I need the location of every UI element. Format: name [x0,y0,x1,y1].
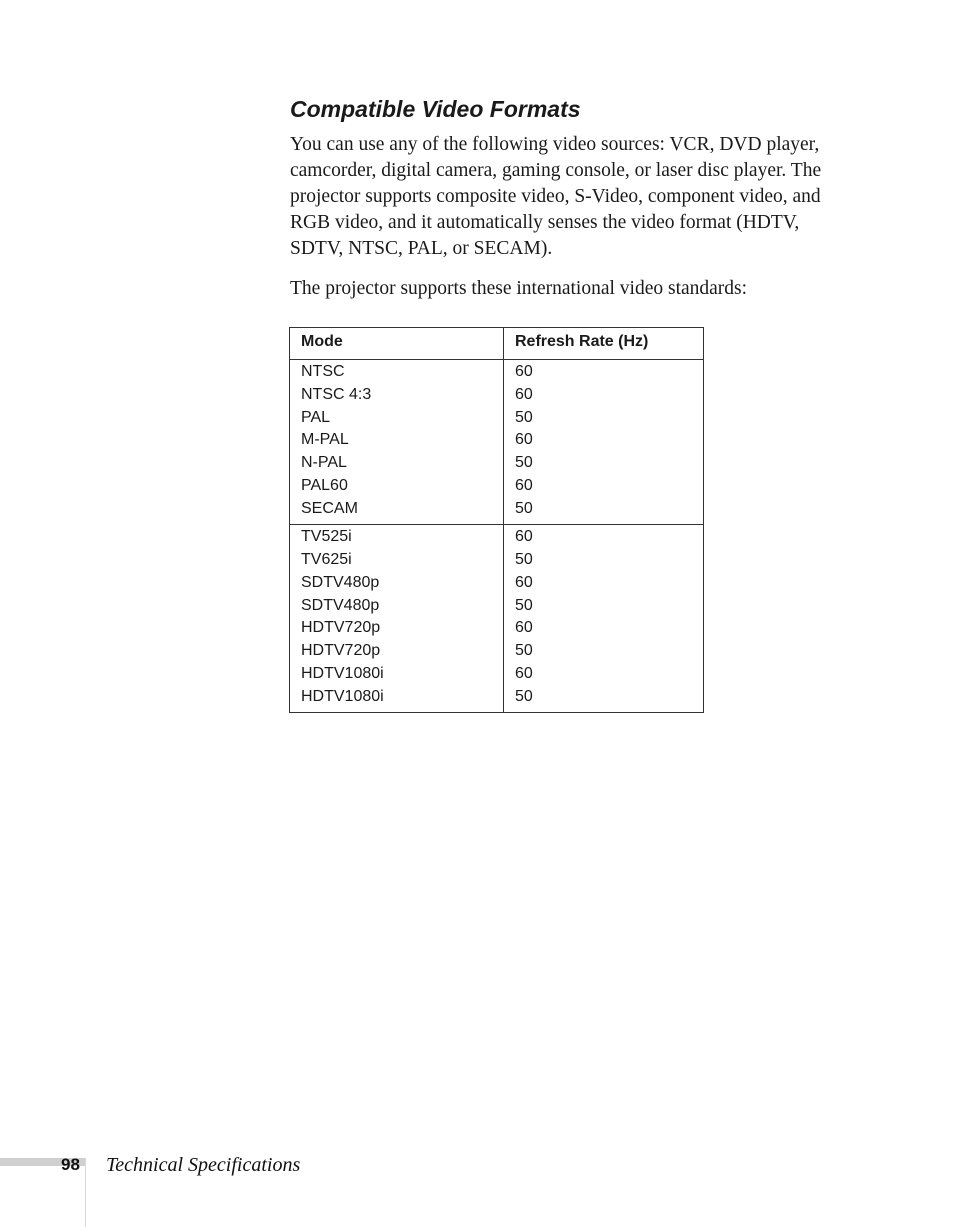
refresh-rate-value: 60 [515,664,533,682]
refresh-rate-value: 60 [515,619,533,637]
mode-value: PAL [301,408,331,426]
refresh-rate-value: 50 [515,642,533,659]
refresh-rate-cell [504,525,704,713]
refresh-rate-cell [504,360,704,525]
refresh-rate-value: 50 [515,408,533,426]
mode-value: TV625i [301,551,352,568]
mode-value: HDTV1080i [301,664,384,682]
section-heading: Compatible Video Formats [290,96,581,122]
mode-value: HDTV1080i [301,687,384,705]
standards-intro-paragraph: The projector supports these international video standards: [290,278,748,299]
refresh-rate-value: 60 [515,528,533,546]
refresh-rate-value: 60 [515,431,533,449]
refresh-rate-value: 60 [515,573,533,591]
mode-value: NTSC [301,363,345,380]
refresh-rate-value: 60 [515,385,533,403]
mode-column-header: Mode [290,328,504,360]
mode-value: SECAM [301,499,358,517]
mode-value: SDTV480p [301,596,380,614]
mode-cell [290,360,504,525]
table-row-group-digital [290,525,704,713]
table-row-group-composite [290,360,704,525]
mode-value: HDTV720p [301,642,381,659]
mode-value: N-PAL [301,454,347,471]
mode-value: NTSC 4:3 [301,385,372,403]
mode-value: SDTV480p [301,573,380,591]
mode-value: M-PAL [301,431,349,449]
refresh-rate-value: 60 [515,476,533,494]
mode-value: HDTV720p [301,619,381,637]
page-number: 98 [61,1155,80,1174]
mode-value: PAL60 [301,476,348,494]
refresh-rate-value: 50 [515,551,533,568]
refresh-rate-column-header: Refresh Rate (Hz) [504,328,704,360]
refresh-rate-value: 50 [515,687,533,705]
refresh-rate-value: 50 [515,596,533,614]
mode-value: TV525i [301,528,352,546]
refresh-rate-value: 60 [515,363,533,380]
mode-cell [290,525,504,713]
refresh-rate-value: 50 [515,454,533,471]
intro-paragraph: You can use any of the following video sources: VCR, DVD player, camcorder, digital camera, gaming console, or laser disc player. The projector supports composite video, S-Video, component video, and RGB video, and it automatically senses the video format (HDTV, SDTV, NTSC, PAL, or SECAM). [290,134,822,259]
running-footer-title: Technical Specifications [106,1154,301,1176]
footer-divider [85,1158,86,1227]
table-header-row [290,328,704,360]
video-standards-table [289,327,704,713]
refresh-rate-value: 50 [515,499,533,517]
